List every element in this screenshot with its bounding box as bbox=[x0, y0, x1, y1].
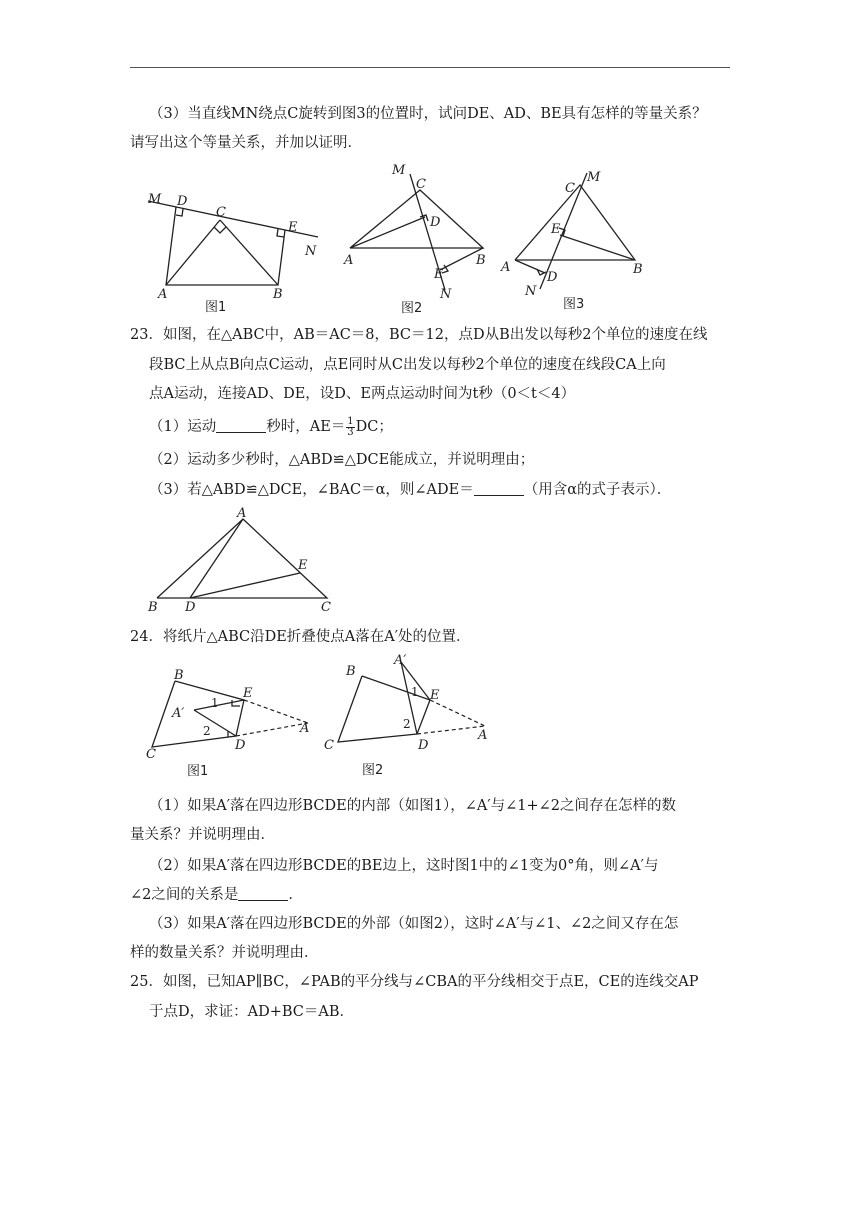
q24-part3-line2: 样的数量关系？并说明理由． bbox=[130, 945, 319, 961]
q23-part1: （1）运动 秒时，AE＝ $\frac{1}{3}$ DC； bbox=[149, 415, 393, 438]
q22-figure-2 bbox=[340, 160, 500, 316]
q24-part1-line2: 量关系？并说明理由． bbox=[130, 827, 275, 843]
svg-text:N: N bbox=[440, 287, 452, 302]
q24-fig1-caption: 图1 bbox=[187, 764, 209, 779]
svg-text:C: C bbox=[565, 181, 575, 196]
svg-text:A: A bbox=[501, 260, 511, 275]
q22-figure-3 bbox=[495, 165, 655, 312]
svg-text:E: E bbox=[430, 688, 440, 703]
svg-text:D: D bbox=[418, 738, 429, 753]
fig3-caption: 图3 bbox=[563, 297, 585, 312]
q22-part3-line1: （3）当直线MN绕点C旋转到图3的位置时，试问DE、AD、BE具有怎样的等量关系？ bbox=[149, 106, 707, 122]
header-rule bbox=[130, 67, 730, 68]
q23-line1: 23．如图，在△ABC中，AB＝AC＝8，BC＝12，点D从B出发以每秒2个单位的速度在线 bbox=[130, 327, 708, 343]
q23-line3: 点A运动，连接AD、DE，设D、E两点运动时间为t秒（0＜t＜4） bbox=[149, 386, 576, 402]
svg-text:M: M bbox=[587, 170, 601, 185]
answer-blank bbox=[238, 886, 288, 901]
svg-text:N: N bbox=[305, 244, 317, 259]
q23-figure bbox=[145, 505, 345, 620]
svg-text:A′: A′ bbox=[394, 653, 407, 668]
q24-part1-line1: （1）如果A′落在四边形BCDE的内部（如图1），∠A′与∠1+∠2之间存在怎样的数 bbox=[149, 798, 677, 814]
svg-text:N: N bbox=[525, 284, 537, 299]
answer-blank bbox=[474, 481, 524, 496]
svg-text:E: E bbox=[434, 267, 444, 282]
svg-text:B: B bbox=[346, 664, 356, 679]
q25-line1: 25．如图，已知AP∥BC，∠PAB的平分线与∠CBA的平分线相交于点E，CE的连线交AP bbox=[130, 974, 699, 990]
svg-text:A: A bbox=[344, 253, 354, 268]
q23-part3: （3）若△ABD≌△DCE，∠BAC＝α，则∠ADE＝ （用含α的式子表示）． bbox=[149, 482, 672, 498]
answer-blank bbox=[216, 418, 266, 433]
q23-line2: 段BC上从点B向点C运动，点E同时从C出发以每秒2个单位的速度在线段CA上向 bbox=[149, 357, 666, 373]
svg-text:E: E bbox=[243, 686, 253, 701]
q24-figure-2 bbox=[318, 650, 498, 785]
fraction: $\frac{1}{3}$ bbox=[347, 415, 354, 438]
svg-text:2: 2 bbox=[203, 724, 211, 738]
svg-text:1: 1 bbox=[211, 696, 219, 710]
svg-text:E: E bbox=[288, 220, 298, 235]
svg-text:C: C bbox=[324, 738, 334, 753]
svg-text:E: E bbox=[298, 558, 308, 573]
q23-part2: （2）运动多少秒时，△ABD≌△DCE能成立，并说明理由； bbox=[149, 452, 535, 468]
svg-text:A: A bbox=[300, 721, 310, 736]
fig2-caption: 图2 bbox=[401, 301, 423, 316]
svg-text:C: C bbox=[416, 177, 426, 192]
q24-part2-line1: （2）如果A′落在四边形BCDE的BE边上，这时图1中的∠1变为0°角，则∠A′与 bbox=[149, 858, 659, 874]
q24-part3-line1: （3）如果A′落在四边形BCDE的外部（如图2），这时∠A′与∠1、∠2之间又存在怎 bbox=[149, 916, 679, 932]
svg-text:M: M bbox=[392, 163, 406, 178]
svg-text:E: E bbox=[551, 222, 561, 237]
svg-text:D: D bbox=[235, 738, 246, 753]
svg-text:C: C bbox=[216, 205, 226, 220]
svg-text:1: 1 bbox=[411, 685, 419, 699]
svg-text:B: B bbox=[633, 262, 643, 277]
svg-text:B: B bbox=[273, 287, 283, 302]
svg-text:B: B bbox=[174, 668, 184, 683]
svg-text:B: B bbox=[476, 253, 486, 268]
svg-text:D: D bbox=[185, 600, 196, 615]
q25-line2: 于点D，求证：AD+BC＝AB． bbox=[149, 1004, 355, 1020]
svg-text:A′: A′ bbox=[172, 706, 185, 721]
svg-text:C: C bbox=[146, 747, 156, 762]
svg-text:A: A bbox=[478, 728, 488, 743]
svg-text:D: D bbox=[177, 194, 188, 209]
q24-fig2-caption: 图2 bbox=[362, 763, 384, 778]
svg-text:2: 2 bbox=[403, 717, 411, 731]
svg-text:C: C bbox=[321, 600, 331, 615]
q24-line1: 24．将纸片△ABC沿DE折叠使点A落在A′处的位置． bbox=[130, 629, 471, 645]
svg-text:M: M bbox=[148, 192, 162, 207]
q24-figure-1 bbox=[140, 665, 320, 780]
fig1-caption: 图1 bbox=[205, 300, 227, 315]
svg-text:A: A bbox=[158, 287, 168, 302]
svg-text:D: D bbox=[430, 215, 441, 230]
svg-text:B: B bbox=[148, 600, 158, 615]
svg-text:A: A bbox=[237, 506, 247, 521]
q24-part2-line2: ∠2之间的关系是 ． bbox=[130, 887, 303, 903]
svg-text:D: D bbox=[547, 270, 558, 285]
q22-figure-1 bbox=[140, 185, 330, 315]
q22-part3-line2: 请写出这个等量关系，并加以证明． bbox=[130, 135, 362, 151]
